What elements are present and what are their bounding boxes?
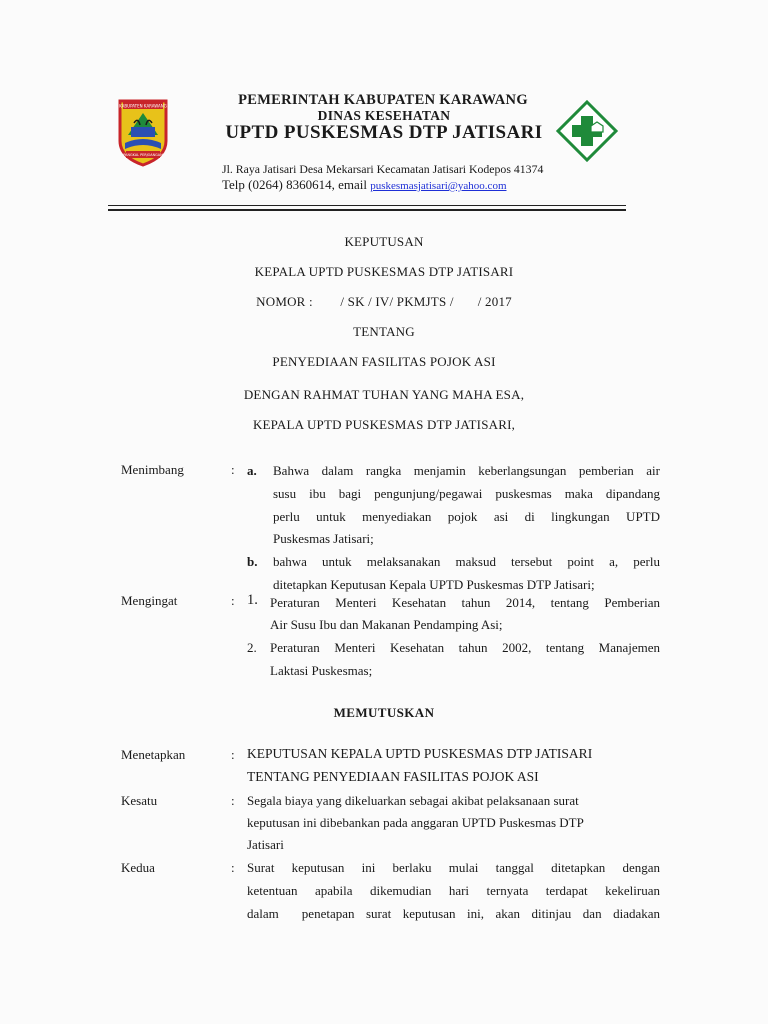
- mengingat-1-line: Peraturan Menteri Kesehatan tahun 2014, tentang Pemberian: [270, 595, 660, 610]
- title-nomor: NOMOR : / SK / IV/ PKMJTS / / 2017: [256, 294, 512, 309]
- emblem-top-text: KABUPATEN KARAWANG: [119, 103, 167, 109]
- mengingat-colon: :: [231, 593, 235, 608]
- kesatu-line: Jatisari: [247, 837, 284, 852]
- title-subject: PENYEDIAAN FASILITAS POJOK ASI: [272, 354, 496, 369]
- menimbang-a-marker: a.: [247, 463, 257, 478]
- kedua-colon: :: [231, 860, 235, 875]
- menimbang-b-marker: b.: [247, 554, 258, 569]
- menimbang-colon: :: [231, 462, 235, 477]
- memutuskan-heading: MEMUTUSKAN: [333, 705, 435, 720]
- mengingat-1-line: Air Susu Ibu dan Makanan Pendamping Asi;: [270, 617, 503, 632]
- email-link[interactable]: puskesmasjatisari@yahoo.com: [370, 180, 507, 192]
- kesatu-line: Segala biaya yang dikeluarkan sebagai akibat pelaksanaan surat: [247, 793, 579, 808]
- mengingat-2-line: Peraturan Menteri Kesehatan tahun 2002, tentang Manajemen: [270, 640, 660, 655]
- kedua-line: ketentuan apabila dikemudian hari ternyata terdapat kekeliruan: [247, 883, 660, 898]
- letterhead-address: Jl. Raya Jatisari Desa Mekarsari Kecamatan Jatisari Kodepos 41374: [222, 162, 544, 176]
- menetapkan-line: TENTANG PENYEDIAAN FASILITAS POJOK ASI: [247, 769, 539, 784]
- mengingat-2-marker: 2.: [247, 640, 257, 655]
- letterhead-unit-name: UPTD PUSKESMAS DTP JATISARI: [225, 122, 543, 143]
- menimbang-label: Menimbang: [121, 462, 184, 477]
- title-kepala-signatory: KEPALA UPTD PUSKESMAS DTP JATISARI,: [252, 417, 516, 432]
- menetapkan-colon: :: [231, 747, 235, 762]
- kedua-label: Kedua: [121, 860, 155, 875]
- kedua-line: dalam penetapan surat keputusan ini, akan ditinjau dan diadakan: [247, 906, 660, 921]
- kesatu-colon: :: [231, 793, 235, 808]
- mengingat-label: Mengingat: [121, 593, 178, 608]
- menimbang-a-line: perlu untuk menyediakan pojok asi di lingkungan UPTD: [273, 509, 660, 524]
- menimbang-b-line: ditetapkan Keputusan Kepala UPTD Puskesmas DTP Jatisari;: [273, 577, 595, 592]
- title-tentang: TENTANG: [353, 324, 415, 339]
- emblem-bottom-text: PANGKAL PERJOANGAN: [123, 153, 163, 158]
- title-kepala: KEPALA UPTD PUSKESMAS DTP JATISARI: [254, 264, 514, 279]
- kesatu-label: Kesatu: [121, 793, 158, 808]
- menimbang-a-line: susu ibu bagi pengunjung/pegawai puskesmas maka dipandang: [273, 486, 660, 501]
- mengingat-2-line: Laktasi Puskesmas;: [270, 663, 373, 678]
- letterhead-contact: [222, 177, 507, 193]
- letterhead-rule-thin: [108, 205, 626, 206]
- menetapkan-line: KEPUTUSAN KEPALA UPTD PUSKESMAS DTP JATISARI: [247, 746, 593, 761]
- kedua-line: Surat keputusan ini berlaku mulai tanggal ditetapkan dengan: [247, 860, 660, 875]
- letterhead-rule-thick: [108, 209, 626, 211]
- kesatu-line: keputusan ini dibebankan pada anggaran UPTD Puskesmas DTP: [247, 815, 584, 830]
- menimbang-b-line: bahwa untuk melaksanakan maksud tersebut point a, perlu: [273, 554, 660, 569]
- title-rahmat: DENGAN RAHMAT TUHAN YANG MAHA ESA,: [243, 387, 525, 402]
- letterhead-phone: Telp (0264) 8360614, email: [222, 177, 371, 192]
- mengingat-1-marker: 1.: [247, 592, 258, 608]
- menimbang-a-line: Puskesmas Jatisari;: [273, 531, 374, 546]
- letterhead-department: DINAS KESEHATAN: [317, 108, 451, 123]
- letterhead-government: PEMERINTAH KABUPATEN KARAWANG: [238, 92, 528, 108]
- menimbang-a-line: Bahwa dalam rangka menjamin keberlangsungan pemberian air: [273, 463, 660, 478]
- puskesmas-logo-icon: [556, 100, 618, 162]
- menetapkan-label: Menetapkan: [121, 747, 186, 762]
- title-keputusan: KEPUTUSAN: [344, 234, 424, 249]
